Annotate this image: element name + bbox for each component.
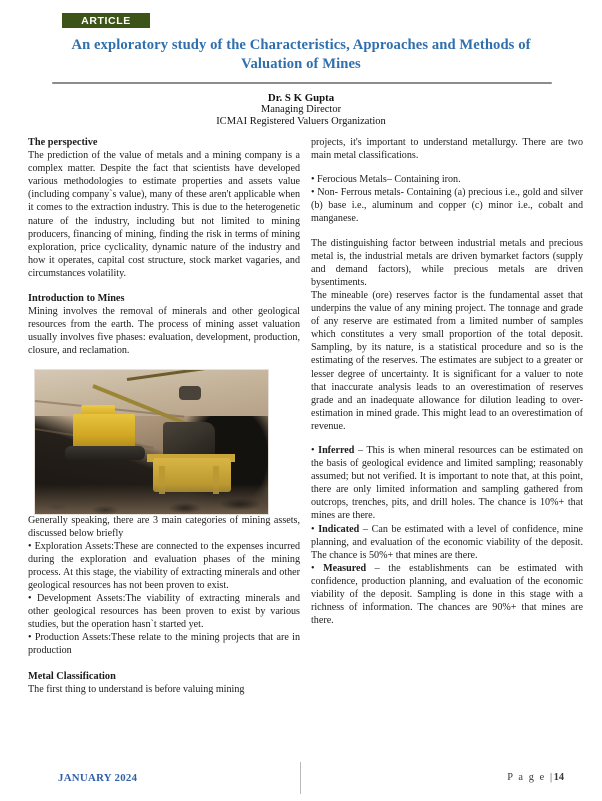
paragraph-mineable-reserves: The mineable (ore) reserves factor is the fundamental asset that underpins the value of any mining project. The tonnage and grade of any reserve are estimated from a limited number of samples which constitutes a very small proportion of the total deposit. Sampling, by its nature, is a statistical procedure and so is the estimating of the reserves. The estimates are subject to a greater or lesser degree of uncertainty. It is significant for a valuer to note that inaccurate analysis leads to an overestimation of reserves grade and an inadequate allowance for dilution leading to over-estimation in mined grade. This might lead to an overestimation of revenue. [311, 289, 583, 432]
term-measured: Measured [323, 562, 367, 574]
footer-page-label: P a g e | [507, 772, 554, 783]
paragraph-continuation: projects, it's important to understand metallurgy. There are two main metal classifications. [311, 137, 583, 162]
paragraph-categories-intro: Generally speaking, there are 3 main categories of mining assets, discussed below briefly [28, 514, 300, 539]
text-inferred: – This is when mineral resources can be estimated on the basis of geological evidence and limited sampling; reasonably assumed; but not verified. It is important to note that, at this point, there are only limited information and sampling gathered from outcrops, trenches, pits, and drill holes. The chance is 10%+ that mines are there. [311, 444, 583, 522]
page-title: An exploratory study of the Characteristics, Approaches and Methods of Valuation of Mines [71, 37, 531, 72]
author-organization: ICMAI Registered Valuers Organization [216, 116, 386, 128]
footer-page-number: 14 [553, 772, 564, 783]
bullet-mark: • [311, 523, 315, 535]
heading-the-perspective: The perspective [28, 137, 98, 148]
author-name: Dr. S K Gupta [267, 92, 335, 104]
paragraph-perspective: The prediction of the value of metals and a mining company is a complex matter. Despite the fact that scientists have developed various methodologies to estimate properties and assets value (including company`s value), many of these aren't applicable when it comes to the extraction industry. This is due to the heterogenetic nature of the industry, including but not limited to mining producers, financing of mining, finding the risk in terms of mining exploration, price cyclicality, dynamic nature of the industry and how it operates, capital cost structure, stock market vagaries, and circumstances volatility. [28, 150, 300, 279]
term-indicated: Indicated [318, 523, 360, 535]
paragraph-metal-classification: The first thing to understand is before valuing mining [28, 683, 245, 695]
shovel-track [65, 446, 145, 460]
left-column [28, 136, 300, 696]
mining-photo-scene [35, 370, 268, 514]
paragraph-distinguishing-factor: The distinguishing factor between industrial metals and precious metal is, the industrial metals are driven bymarket factors (supply and demand factors), while precious metals are driven bysentiments. [311, 237, 583, 288]
bullet-mark: • [311, 562, 315, 574]
bullet-non-ferrous-metals: • Non- Ferrous metals- Containing (a) precious i.e., gold and silver (b) base i.e., aluminum and copper (c) minor i.e., cobalt and manganese. [311, 187, 583, 225]
heading-metal-classification: Metal Classification [28, 670, 116, 682]
mining-photo [35, 370, 268, 514]
bullet-mark: • [311, 444, 315, 456]
title-divider [52, 82, 552, 84]
text-measured: – the establishments can be estimated with confidence, production planning, and evaluation of the economic viability of the deposit. Sampling is done in this stage with a richness of information. The chances are 90%+ that mines are there. [311, 562, 583, 627]
term-inferred: Inferred [318, 444, 355, 456]
bullet-inferred [311, 444, 583, 523]
author-designation: Managing Director [260, 104, 342, 116]
body-columns [0, 136, 602, 756]
bullet-ferrous-metals: • Ferocious Metals– Containing iron. [311, 174, 461, 186]
footer-issue-date: JANUARY 2024 [58, 772, 138, 784]
pit-floor-rubble [35, 484, 268, 514]
byline [48, 92, 554, 129]
bullet-indicated [311, 523, 583, 562]
bullet-measured [311, 562, 583, 627]
footer-page-indicator [507, 772, 564, 783]
shovel-body [73, 414, 135, 448]
shovel-pulley [179, 386, 201, 400]
article-badge [62, 13, 150, 28]
bullet-production-assets: • Production Assets:These relate to the mining projects that are in production [28, 632, 300, 657]
footer-divider [300, 762, 301, 794]
bullet-development-assets: • Development Assets:The viability of extracting minerals and other geological resources has been proven to exist by various studies, but the operation hasn`t started yet. [28, 593, 300, 631]
article-badge-label: ARTICLE [81, 14, 131, 27]
right-column [311, 136, 583, 627]
heading-introduction-to-mines: Introduction to Mines [28, 293, 125, 305]
text-indicated: – Can be estimated with a level of confidence, mine planning, and evaluation of the economic viability of the deposit. The chance is 50%+ that mines are there. [311, 523, 583, 561]
paragraph-introduction: Mining involves the removal of minerals and other geological resources from the earth. The process of mining asset valuation usually involves five phases: evaluation, development, production, closure, and reclamation. [28, 306, 300, 357]
bullet-exploration-assets: • Exploration Assets:These are connected to the expenses incurred during the exploration and evaluation phases of the mining process. At this stage, the viability of extracting minerals and other geological resources has not been proven to exist. [28, 540, 300, 591]
